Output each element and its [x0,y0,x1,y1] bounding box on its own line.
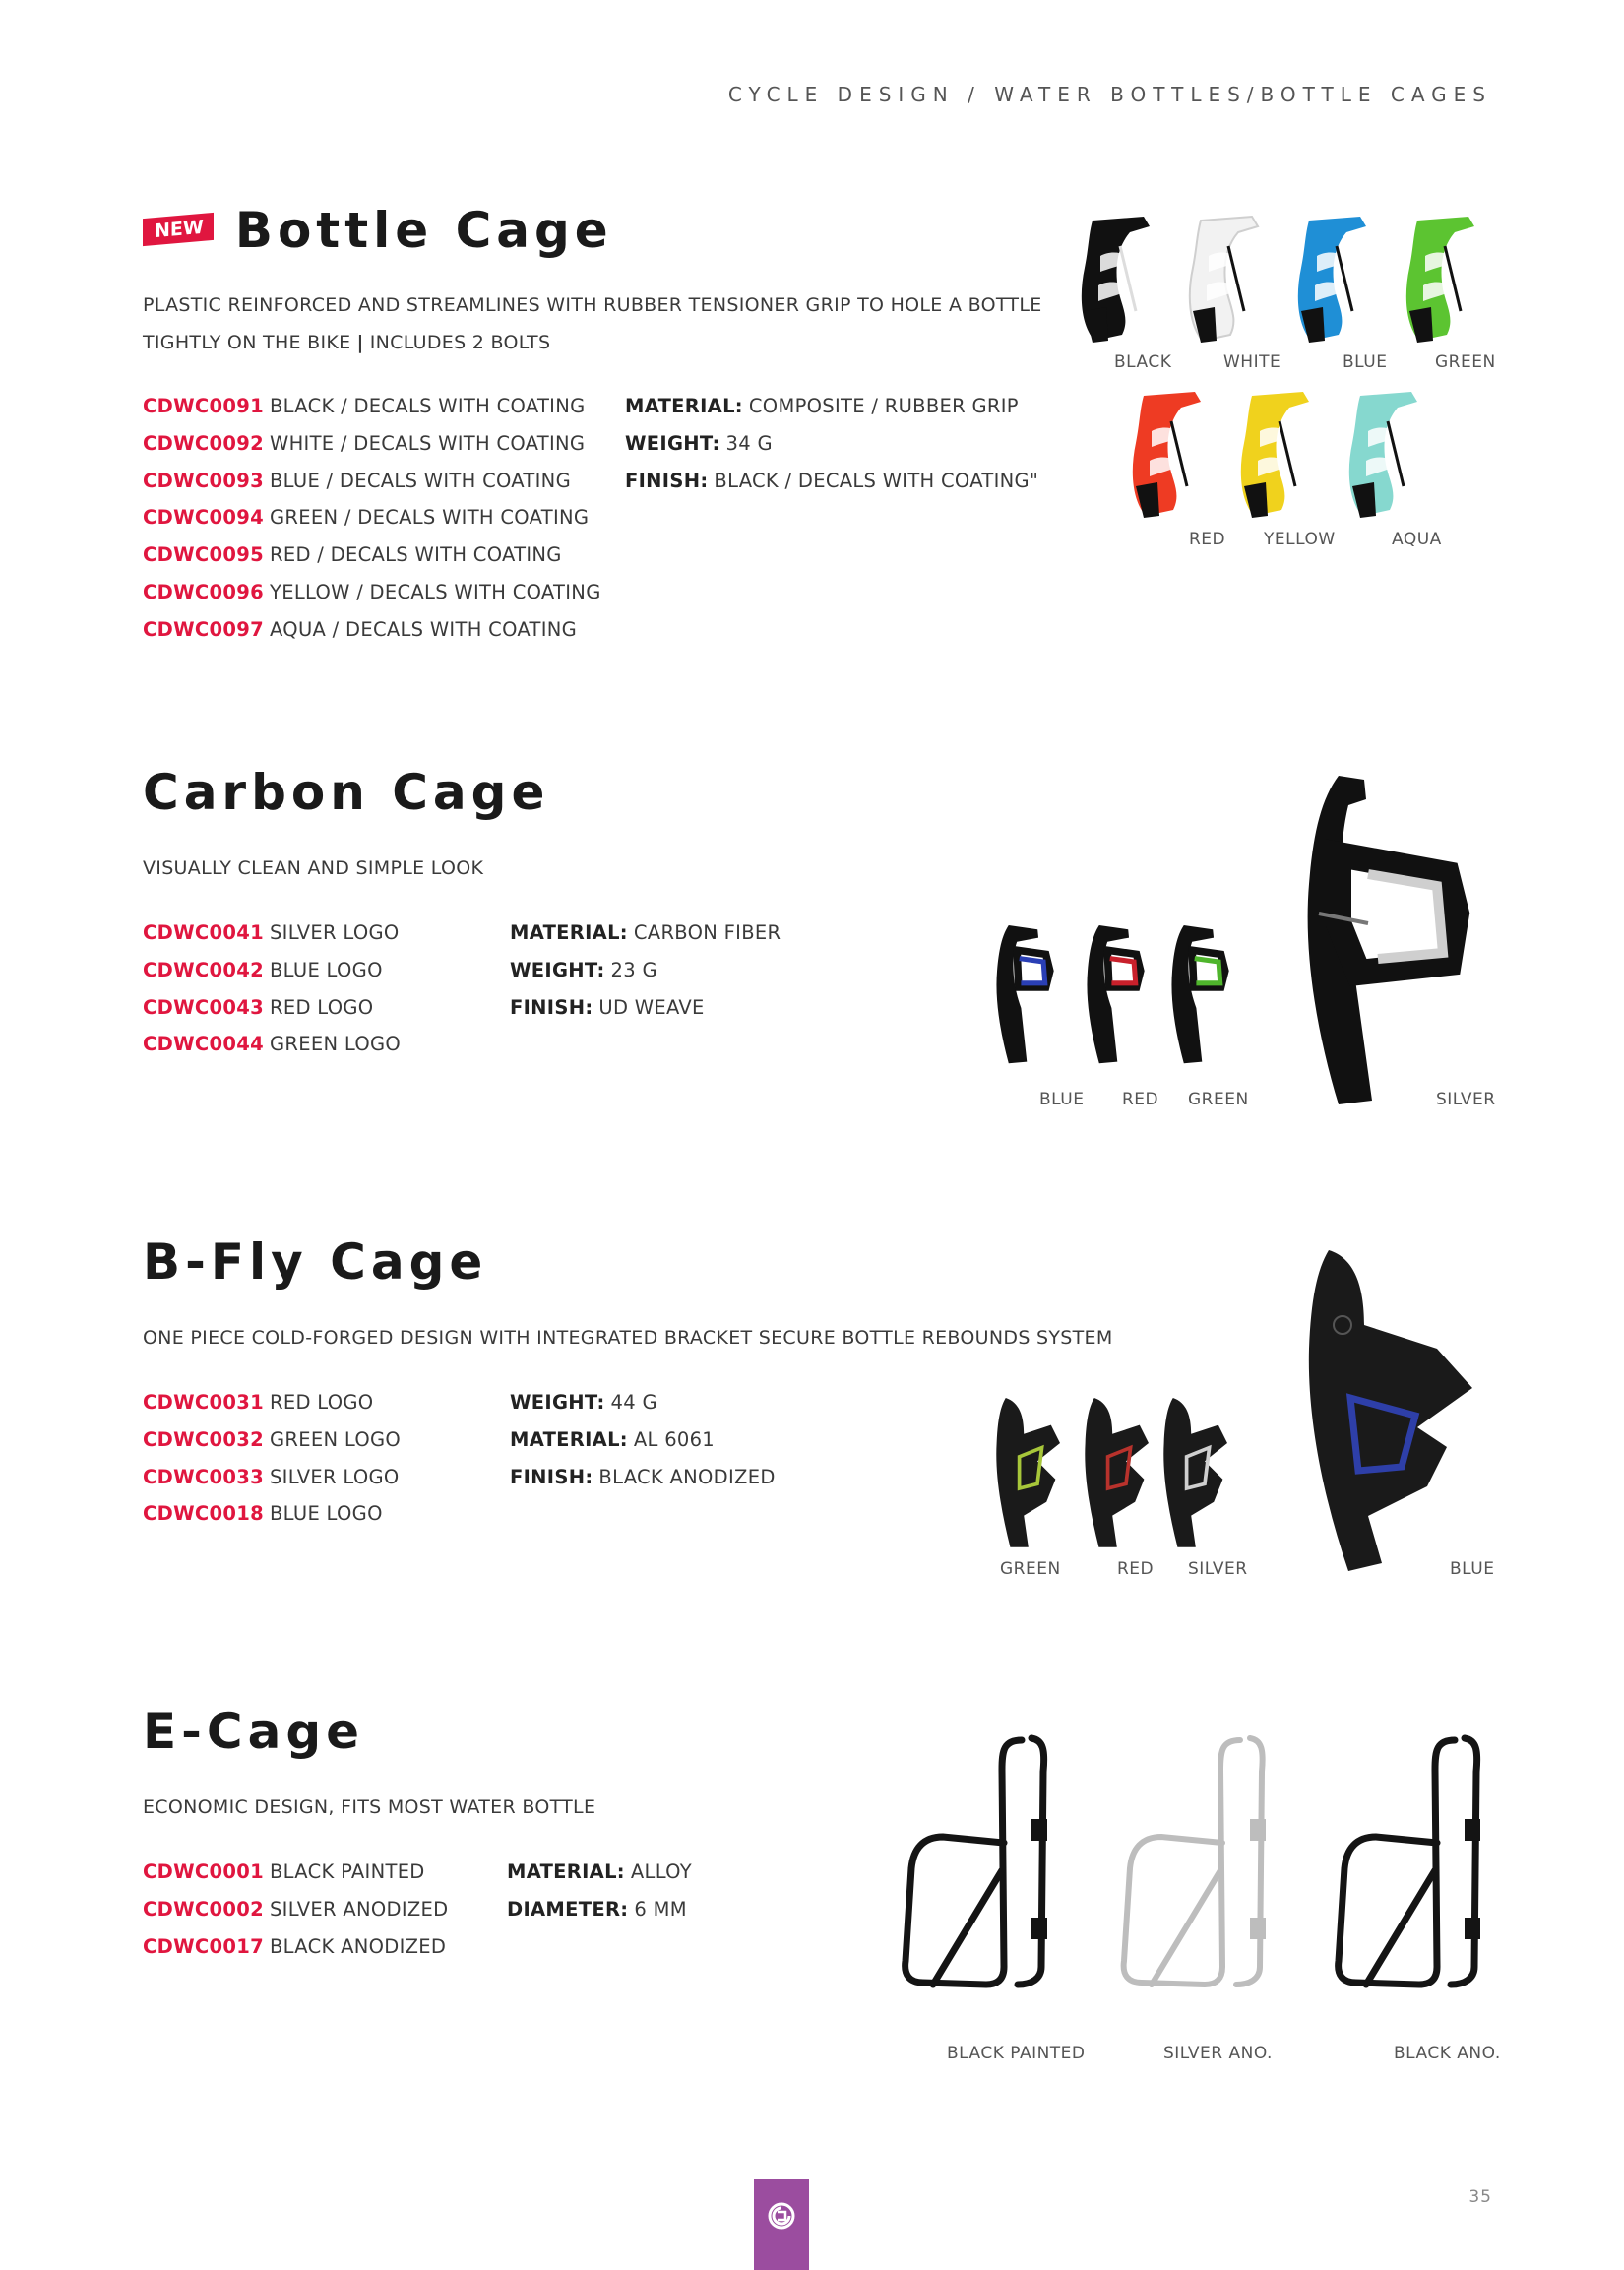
desc-line: VISUALLY CLEAN AND SIMPLE LOOK [143,857,484,879]
product-label-blue: BLUE [1343,352,1388,372]
attribute-row [510,952,781,989]
carbon-cage-image [996,925,1049,1063]
section-title: Carbon Cage [143,764,550,821]
attribute-value: UD WEAVE [598,995,705,1019]
carbon-cage-image [1171,925,1224,1063]
product-label-red: RED [1189,530,1226,549]
sku-list [143,1384,510,1533]
product-label-yellow: YELLOW [1264,530,1336,549]
attribute-list [507,1854,692,1965]
sku-row [143,1026,510,1063]
sku-code: CDWC0096 [143,580,264,603]
sku-text: BLUE / DECALS WITH COATING [270,469,571,492]
plastic-cage-image [1241,392,1309,518]
sku-row [143,425,625,463]
plastic-cage-image [1082,217,1150,343]
plastic-cage-image [1406,217,1474,343]
sku-text: BLACK / DECALS WITH COATING [270,395,586,417]
product-label-silver: SILVER [1436,1090,1496,1109]
sku-row [143,1495,510,1533]
sku-row [143,463,625,500]
sku-code: CDWC0043 [143,995,264,1019]
plastic-cage-image [1190,217,1258,343]
plastic-cage-image [1298,217,1366,343]
attribute-value: BLACK ANODIZED [598,1465,776,1488]
sku-row [143,989,510,1027]
attribute-label: DIAMETER: [507,1897,629,1921]
sku-text: BLACK ANODIZED [270,1934,447,1958]
sku-row [143,1421,510,1459]
sku-code: CDWC0001 [143,1860,264,1883]
bfly-cage-product-images [974,1240,1486,1575]
new-badge: NEW [143,213,214,246]
product-label-aqua: AQUA [1392,530,1442,549]
sku-code: CDWC0041 [143,921,264,944]
sku-list [143,388,625,649]
sku-code: CDWC0094 [143,506,264,530]
attribute-row [510,1421,776,1459]
sku-code: CDWC0091 [143,395,264,417]
attribute-value: 34 G [725,431,773,455]
product-label-white: WHITE [1223,352,1281,372]
sku-text: AQUA / DECALS WITH COATING [270,617,578,641]
section-title: B-Fly Cage [143,1233,488,1291]
product-label-green: GREEN [1000,1559,1061,1579]
attribute-value: ALLOY [630,1860,692,1883]
attribute-value: CARBON FIBER [633,921,781,944]
e-cage-description [143,1789,595,1826]
product-label-red: RED [1122,1090,1159,1109]
section-e-cage [143,1703,364,1760]
attribute-row [625,425,1038,463]
attribute-row [510,989,781,1027]
product-label-black-painted: BLACK PAINTED [947,2044,1086,2063]
attribute-value: 44 G [610,1391,657,1414]
desc-line-1: PLASTIC REINFORCED AND STREAMLINES WITH RUBBER TENSIONER GRIP TO HOLE A BOTTLE [143,294,1042,316]
desc-part-b: INCLUDES 2 BOLTS [369,332,551,353]
sku-text: GREEN / DECALS WITH COATING [270,506,590,530]
desc-part-a: TIGHTLY ON THE BIKE [143,332,351,353]
sku-text: BLUE LOGO [270,958,383,981]
section-bfly-cage [143,1233,487,1291]
attribute-label: MATERIAL: [625,395,743,417]
sku-code: CDWC0095 [143,543,264,567]
title-text: Bottle Cage [234,202,613,259]
sku-code: CDWC0044 [143,1033,264,1056]
attribute-label: MATERIAL: [510,921,628,944]
product-label-blue: BLUE [1450,1559,1495,1579]
page-number: 35 [1468,2187,1492,2207]
sku-code: CDWC0097 [143,617,264,641]
product-label-silver: SILVER [1188,1559,1248,1579]
attribute-value: COMPOSITE / RUBBER GRIP [748,395,1019,417]
product-label-silver-ano: SILVER ANO. [1163,2044,1273,2063]
sku-code: CDWC0093 [143,469,264,492]
bfly-cage-large-image [1309,1250,1472,1571]
attribute-row [510,914,781,952]
product-label-green: GREEN [1188,1090,1249,1109]
sku-code: CDWC0032 [143,1427,264,1451]
e-cage-image [1124,1738,1266,1985]
sku-text: WHITE / DECALS WITH COATING [270,431,586,455]
sku-row [143,574,625,611]
sku-code: CDWC0033 [143,1465,264,1488]
attribute-list [510,914,781,1063]
bfly-cage-image [996,1398,1060,1547]
cycle-design-logo-icon [765,2199,798,2233]
sku-code: CDWC0031 [143,1391,264,1414]
attribute-row [507,1854,692,1891]
sku-text: GREEN LOGO [270,1033,402,1056]
attribute-row [507,1891,692,1928]
attribute-label: MATERIAL: [507,1860,625,1883]
attribute-label: FINISH: [625,469,709,492]
attribute-list [625,388,1038,649]
carbon-cage-description [143,850,483,887]
attribute-row [625,388,1038,425]
attribute-value: BLACK / DECALS WITH COATING" [714,469,1039,492]
plastic-cage-image [1349,392,1417,518]
sku-code: CDWC0092 [143,431,264,455]
sku-text: RED LOGO [270,995,374,1019]
e-cage-image [1339,1738,1480,1985]
carbon-cage-product-images [974,768,1486,1103]
sku-list [143,914,510,1063]
section-title [143,202,613,259]
sku-text: SILVER ANODIZED [270,1897,449,1921]
desc-separator: | [356,332,364,353]
attribute-value: 6 MM [634,1897,687,1921]
sku-text: BLACK PAINTED [270,1860,425,1883]
sku-row [143,1384,510,1421]
sku-row [143,914,510,952]
sku-code: CDWC0017 [143,1934,264,1958]
sku-text: BLUE LOGO [270,1502,383,1526]
sku-text: SILVER LOGO [270,1465,400,1488]
carbon-cage-image [1087,925,1140,1063]
attribute-label: WEIGHT: [510,958,605,981]
product-label-black: BLACK [1114,352,1172,372]
sku-code: CDWC0002 [143,1897,264,1921]
attribute-label: WEIGHT: [510,1391,605,1414]
attribute-row [625,463,1038,500]
sku-text: SILVER LOGO [270,921,400,944]
product-label-black-ano: BLACK ANO. [1394,2044,1501,2063]
sku-list [143,1854,507,1965]
bfly-cage-specs [143,1384,776,1533]
attribute-label: WEIGHT: [625,431,720,455]
sku-text: RED / DECALS WITH COATING [270,543,562,567]
attribute-row [510,1384,776,1421]
sku-row [143,499,625,536]
sku-row [143,1854,507,1891]
section-title: E-Cage [143,1703,365,1760]
e-cage-specs [143,1854,692,1965]
section-tab [754,2179,809,2270]
bfly-cage-image [1163,1398,1227,1547]
bfly-cage-description [143,1319,1113,1356]
carbon-cage-large-image [1308,776,1457,1104]
attribute-list [510,1384,776,1533]
e-cage-product-images [876,1713,1486,2008]
attribute-row [510,1459,776,1496]
attribute-label: MATERIAL: [510,1427,628,1451]
desc-line: ECONOMIC DESIGN, FITS MOST WATER BOTTLE [143,1797,596,1818]
section-bottle-cage [143,202,613,259]
attribute-label: FINISH: [510,1465,593,1488]
sku-row [143,1459,510,1496]
product-label-green: GREEN [1435,352,1496,372]
sku-row [143,952,510,989]
product-label-red: RED [1117,1559,1155,1579]
section-carbon-cage [143,764,549,821]
sku-code: CDWC0042 [143,958,264,981]
desc-line-2 [143,324,1042,361]
sku-text: YELLOW / DECALS WITH COATING [270,580,601,603]
attribute-value: AL 6061 [633,1427,716,1451]
plastic-cage-image [1133,392,1201,518]
attribute-label: FINISH: [510,995,593,1019]
bottle-cage-specs [143,388,1038,649]
sku-row [143,611,625,649]
attribute-value: 23 G [610,958,657,981]
bfly-cage-image [1085,1398,1149,1547]
carbon-cage-specs [143,914,781,1063]
desc-line: ONE PIECE COLD-FORGED DESIGN WITH INTEGRATED BRACKET SECURE BOTTLE REBOUNDS SYSTEM [143,1327,1113,1349]
sku-text: GREEN LOGO [270,1427,402,1451]
sku-row [143,388,625,425]
running-header: CYCLE DESIGN / WATER BOTTLES/BOTTLE CAGES [727,83,1492,106]
sku-row [143,536,625,574]
sku-code: CDWC0018 [143,1502,264,1526]
product-label-blue: BLUE [1039,1090,1085,1109]
sku-row [143,1891,507,1928]
bottle-cage-description [143,286,1042,361]
sku-row [143,1928,507,1966]
sku-text: RED LOGO [270,1391,374,1414]
e-cage-image [906,1738,1047,1985]
